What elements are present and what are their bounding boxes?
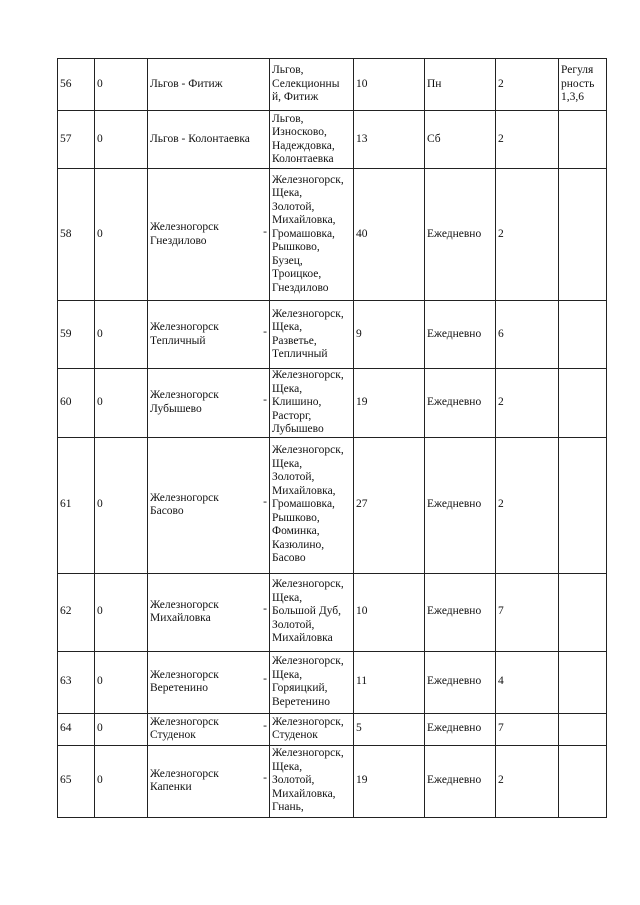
route-schedule-cell: Ежедневно [425,573,496,651]
route-name-line: Басово [150,505,184,517]
route-stops-cell: Железногорск, Студенок [270,713,354,745]
route-count-cell: 2 [496,169,559,301]
route-name-cell [148,713,270,745]
table-row [58,437,607,573]
route-code-cell: 0 [95,369,148,438]
route-name-line: Железногорск [150,321,219,333]
routes-table [57,58,607,818]
route-code-cell: 0 [95,301,148,369]
route-name-dash: - [263,772,267,784]
route-number-cell: 61 [58,437,95,573]
route-note-cell [559,651,607,713]
route-number-cell: 63 [58,651,95,713]
route-schedule-cell: Ежедневно [425,651,496,713]
table-row [58,369,607,438]
route-name-line: Железногорск [150,767,219,780]
route-note-cell [559,745,607,817]
route-name-line: Льгов - Фитиж [150,77,223,90]
table-row [58,573,607,651]
route-note-cell [559,713,607,745]
route-length-cell: 40 [354,169,425,301]
route-stops-cell: Железногорск, Щека, Разветье, Тепличный [270,301,354,369]
route-note-cell [559,169,607,301]
route-count-cell: 2 [496,745,559,817]
route-note-cell [559,369,607,438]
route-stops-cell: Железногорск, Щека, Большой Дуб, Золотой, Михайловка [270,573,354,651]
route-number-cell: 58 [58,169,95,301]
route-name-line: Железногорск [150,389,219,402]
route-count-cell: 2 [496,437,559,573]
route-name-dash: - [263,673,267,685]
route-name-line: Железногорск [150,598,219,611]
route-code-cell: 0 [95,713,148,745]
route-code-cell: 0 [95,651,148,713]
route-name-cell [148,651,270,713]
route-schedule-cell: Ежедневно [425,713,496,745]
route-number-cell: 60 [58,369,95,438]
route-count-cell: 4 [496,651,559,713]
route-name-line: Железногорск [150,715,219,728]
route-count-cell: 2 [496,59,559,111]
route-name-line: Капенки [150,781,192,793]
route-code-cell: 0 [95,111,148,169]
route-name-cell [148,745,270,817]
route-name-dash: - [263,225,267,238]
route-schedule-cell: Сб [425,111,496,169]
route-name-dash: - [263,496,267,508]
route-name-cell [148,301,270,369]
route-name-cell [148,437,270,573]
route-stops-cell: Железногорск, Щека, Золотой, Михайловка, Гнань, [270,745,354,817]
route-number-cell: 65 [58,745,95,817]
route-code-cell: 0 [95,169,148,301]
route-name-line: Лубышево [150,402,202,415]
route-code-cell: 0 [95,573,148,651]
route-number-cell: 57 [58,111,95,169]
route-name-line: Железногорск [150,491,219,504]
route-stops-cell: Железногорск, Щека, Клишино, Расторг, Лубышево [270,369,354,438]
table-row [58,713,607,745]
route-stops-cell: Железногорск, Щека, Золотой, Михайловка, Громашовка, Рышково, Фоминка, Казюлино, Басово [270,437,354,573]
route-count-cell: 2 [496,369,559,438]
route-note-cell: Регуля рность 1,3,6 [559,59,607,111]
route-length-cell: 9 [354,301,425,369]
route-note-cell [559,573,607,651]
route-name-cell [148,169,270,301]
route-note-cell [559,437,607,573]
route-schedule-cell: Ежедневно [425,301,496,369]
route-length-cell: 5 [354,713,425,745]
route-schedule-cell: Ежедневно [425,169,496,301]
route-note-cell [559,301,607,369]
route-name-dash: - [263,325,267,338]
route-name-line: Железногорск [150,221,219,233]
route-name-dash: - [263,603,267,615]
route-name-line: Гнездилово [150,234,207,247]
route-count-cell: 7 [496,713,559,745]
route-name-dash: - [263,720,267,732]
route-name-dash: - [263,393,267,406]
route-code-cell: 0 [95,745,148,817]
routes-table-body [58,59,607,818]
route-name-cell [148,573,270,651]
route-stops-cell: Железногорск, Щека, Золотой, Михайловка, Громашовка, Рышково, Бузец, Троицкое, Гнездилово [270,169,354,301]
route-length-cell: 10 [354,573,425,651]
route-name-line: Льгов - Колонтаевка [150,132,250,145]
table-row [58,169,607,301]
route-number-cell: 59 [58,301,95,369]
route-length-cell: 13 [354,111,425,169]
route-name-cell [148,59,270,111]
route-schedule-cell: Ежедневно [425,369,496,438]
route-name-line: Веретенино [150,682,208,694]
route-length-cell: 11 [354,651,425,713]
table-row [58,59,607,111]
table-row [58,651,607,713]
route-name-line: Железногорск [150,668,219,681]
route-code-cell: 0 [95,59,148,111]
route-length-cell: 27 [354,437,425,573]
route-count-cell: 6 [496,301,559,369]
route-length-cell: 19 [354,745,425,817]
table-row [58,111,607,169]
route-note-cell [559,111,607,169]
route-name-line: Студенок [150,729,196,741]
route-name-cell [148,369,270,438]
route-number-cell: 62 [58,573,95,651]
route-name-line: Тепличный [150,334,206,347]
route-stops-cell: Льгов, Износково, Надеждовка, Колонтаевка [270,111,354,169]
route-schedule-cell: Ежедневно [425,745,496,817]
route-count-cell: 7 [496,573,559,651]
table-row [58,745,607,817]
route-length-cell: 10 [354,59,425,111]
route-code-cell: 0 [95,437,148,573]
route-count-cell: 2 [496,111,559,169]
route-stops-cell: Железногорск, Щека, Горяицкий, Веретенино [270,651,354,713]
route-length-cell: 19 [354,369,425,438]
route-number-cell: 56 [58,59,95,111]
route-schedule-cell: Пн [425,59,496,111]
table-row [58,301,607,369]
route-number-cell: 64 [58,713,95,745]
route-name-cell [148,111,270,169]
route-schedule-cell: Ежедневно [425,437,496,573]
route-name-line: Михайловка [150,612,211,624]
route-stops-cell: Льгов, Селекционны й, Фитиж [270,59,354,111]
